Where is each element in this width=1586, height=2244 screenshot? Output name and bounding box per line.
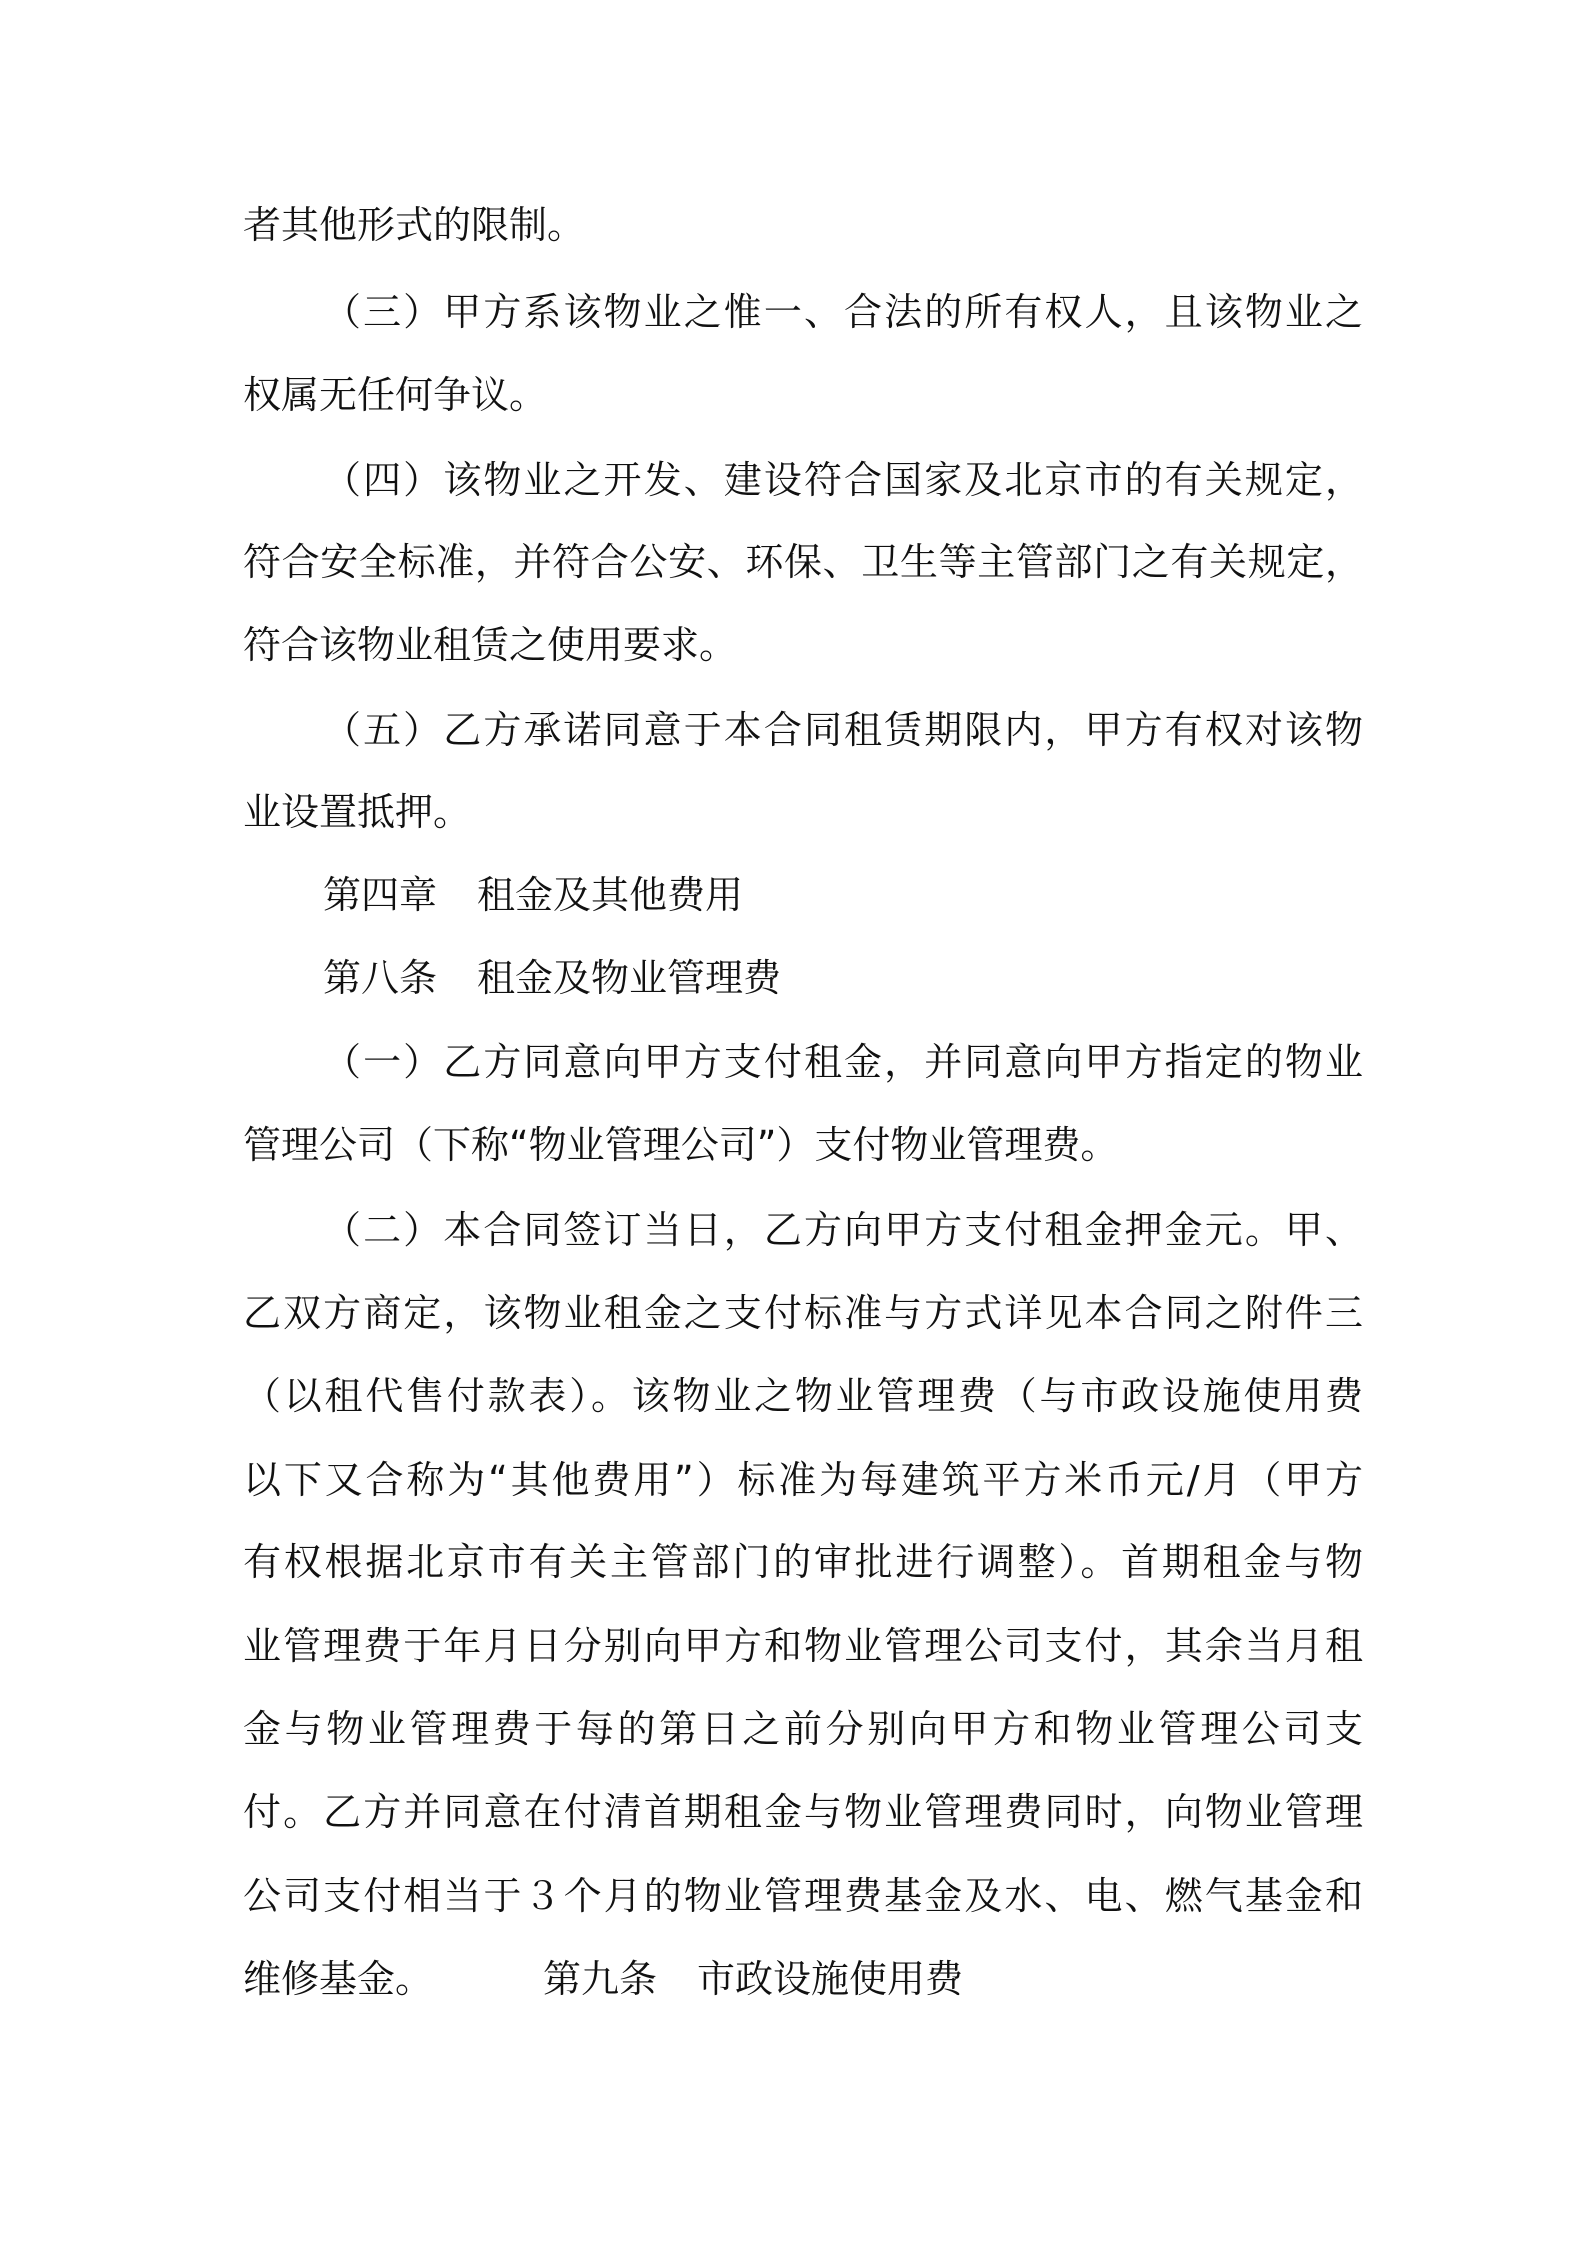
paragraph-line: （以租代售付款表）。该物业之物业管理费（与市政设施使用费 — [243, 1374, 1363, 1418]
paragraph-end-text: 维修基金。 — [243, 1957, 434, 2001]
clause-three-line: （三）甲方系该物业之惟一、合法的所有权人，且该物业之 — [323, 290, 1363, 334]
paragraph-line: 者其他形式的限制。 — [243, 203, 586, 247]
article-number: 第八条 — [323, 956, 438, 1000]
paragraph-line: 付。乙方并同意在付清首期租金与物业管理费同时，向物业管理 — [243, 1790, 1363, 1834]
paragraph-line: 公司支付相当于３个月的物业管理费基金及水、电、燃气基金和 — [243, 1874, 1363, 1918]
paragraph-line: 以下又合称为“其他费用”）标准为每建筑平方米币元/月（甲方 — [243, 1458, 1363, 1502]
paragraph-line: 金与物业管理费于每的第日之前分别向甲方和物业管理公司支 — [243, 1707, 1363, 1751]
clause-five-line: （五）乙方承诺同意于本合同租赁期限内，甲方有权对该物 — [323, 708, 1363, 752]
chapter-number: 第四章 — [323, 873, 438, 917]
clause-two-line: （二）本合同签订当日，乙方向甲方支付租金押金元。甲、 — [323, 1208, 1363, 1252]
paragraph-line: 权属无任何争议。 — [243, 373, 548, 417]
paragraph-line: 业管理费于年月日分别向甲方和物业管理公司支付，其余当月租 — [243, 1624, 1363, 1668]
article-heading — [323, 938, 781, 1018]
clause-one-line: （一）乙方同意向甲方支付租金，并同意向甲方指定的物业 — [323, 1040, 1363, 1084]
paragraph-line: 业设置抵押。 — [243, 790, 472, 834]
article-title: 市政设施使用费 — [697, 1957, 964, 2001]
paragraph-line: 符合该物业租赁之使用要求。 — [243, 623, 738, 667]
paragraph-line: 有权根据北京市有关主管部门的审批进行调整）。首期租金与物 — [243, 1540, 1363, 1584]
chapter-heading — [323, 855, 743, 935]
article-number: 第九条 — [543, 1957, 658, 2001]
paragraph-line: 符合安全标准，并符合公安、环保、卫生等主管部门之有关规定， — [243, 540, 1363, 584]
clause-four-line: （四）该物业之开发、建设符合国家及北京市的有关规定， — [323, 458, 1363, 502]
article-title: 租金及物业管理费 — [477, 956, 782, 1000]
paragraph-line: 乙双方商定，该物业租金之支付标准与方式详见本合同之附件三 — [243, 1291, 1363, 1335]
chapter-title: 租金及其他费用 — [477, 873, 744, 917]
paragraph-line-with-article — [243, 1939, 1363, 2019]
paragraph-line: 管理公司（下称“物业管理公司”）支付物业管理费。 — [243, 1123, 1119, 1167]
